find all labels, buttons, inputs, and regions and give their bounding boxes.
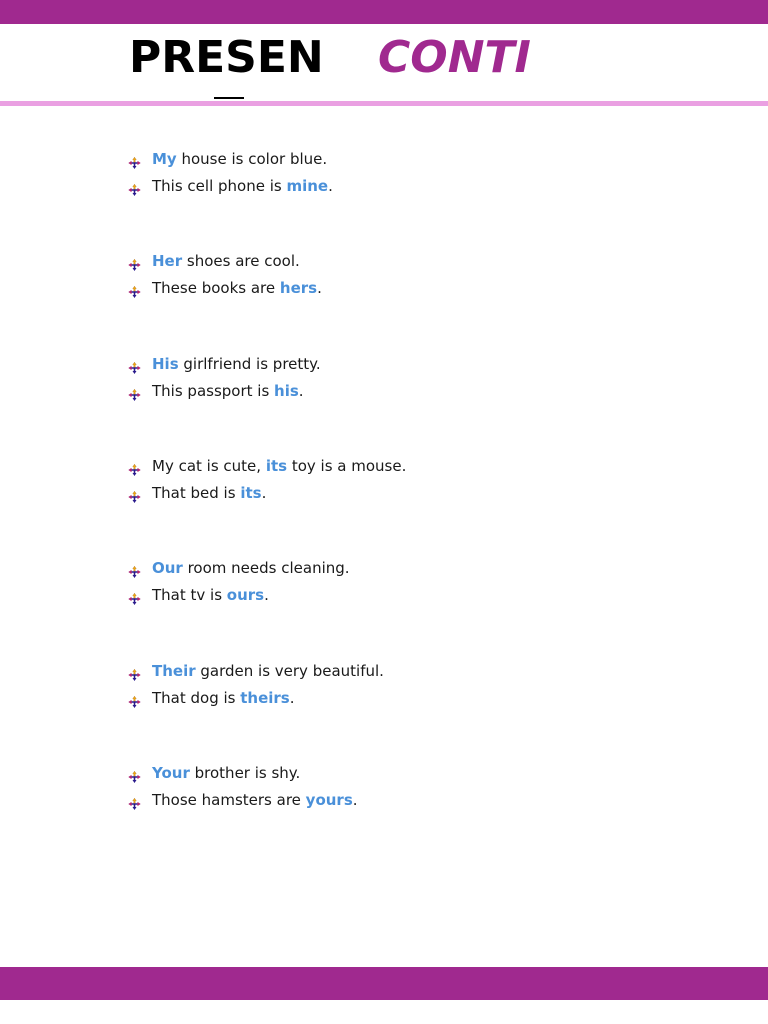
sentence-text	[152, 380, 304, 402]
possessive-keyword: Our	[152, 559, 183, 578]
sentence-text	[152, 584, 269, 606]
possessive-keyword: My	[152, 150, 177, 168]
four-arrow-cross-icon	[128, 794, 141, 806]
sentence-post: .	[261, 483, 267, 502]
title-divider	[0, 101, 768, 106]
sentence-text	[152, 353, 321, 375]
possessive-keyword: Your	[152, 763, 190, 782]
title-right: CONTI	[378, 32, 531, 83]
sentence-pre: These books are	[152, 279, 280, 298]
sentence-text	[152, 277, 322, 299]
sentence-post: .	[298, 381, 304, 400]
sentence-post: .	[264, 586, 269, 605]
top-color-bar	[0, 0, 768, 24]
possessive-keyword: Their	[152, 661, 196, 680]
sentence-text	[152, 660, 384, 682]
sentence-text	[152, 455, 406, 477]
four-arrow-cross-icon	[128, 460, 141, 472]
sentence-post: girlfriend is pretty.	[178, 354, 321, 373]
sentence-pre: That dog is	[152, 688, 241, 707]
possessive-keyword: ours	[226, 586, 265, 605]
possessive-keyword: his	[274, 381, 299, 400]
sentence-pre: Those hamsters are	[152, 790, 306, 809]
four-arrow-cross-icon	[128, 255, 141, 267]
four-arrow-cross-icon	[128, 665, 141, 677]
sentence-text	[152, 250, 300, 272]
four-arrow-cross-icon	[128, 767, 141, 779]
possessive-keyword: its	[240, 483, 262, 502]
sentence-text	[152, 482, 266, 504]
four-arrow-cross-icon	[128, 562, 141, 574]
sentence-pre: My cat is cute,	[152, 456, 266, 475]
sentence-post: .	[289, 688, 295, 707]
sentence-pre: This cell phone is	[152, 177, 287, 195]
possessive-keyword: theirs	[240, 688, 290, 707]
sentence-post: .	[328, 177, 333, 195]
sentence-text	[152, 175, 333, 197]
four-arrow-cross-icon	[128, 180, 141, 192]
sentence-pre: That tv is	[152, 586, 227, 605]
four-arrow-cross-icon	[128, 692, 141, 704]
sentence-post: brother is shy.	[189, 763, 301, 782]
possessive-keyword: Her	[152, 252, 183, 271]
sentence-text	[152, 557, 350, 579]
possessive-keyword: His	[152, 354, 179, 373]
possessive-keyword: hers	[279, 279, 318, 298]
four-arrow-cross-icon	[128, 385, 141, 397]
four-arrow-cross-icon	[128, 589, 141, 601]
sentence-post: .	[317, 279, 322, 298]
sentence-pre: This passport is	[152, 381, 275, 400]
bottom-color-bar	[0, 967, 768, 1000]
four-arrow-cross-icon	[128, 358, 141, 370]
sentence-post: room needs cleaning.	[182, 559, 350, 578]
sentence-pre: That bed is	[152, 483, 241, 502]
sentence-text	[152, 687, 295, 709]
four-arrow-cross-icon	[128, 282, 141, 294]
sentence-text	[152, 789, 358, 811]
possessive-keyword: mine	[286, 177, 329, 195]
possessive-keyword: yours	[305, 790, 353, 809]
title-underline	[214, 97, 244, 99]
four-arrow-cross-icon	[128, 487, 141, 499]
sentence-text	[152, 762, 300, 784]
title-left: PRESEN	[129, 32, 324, 83]
sentence-post: garden is very beautiful.	[195, 661, 384, 680]
sentence-post: shoes are cool.	[182, 252, 300, 271]
sentence-post: house is color blue.	[176, 150, 328, 168]
sentence-text	[152, 148, 327, 170]
sentence-post: .	[352, 790, 358, 809]
four-arrow-cross-icon	[128, 153, 141, 165]
sentence-post: toy is a mouse.	[287, 456, 407, 475]
possessive-keyword: its	[265, 456, 288, 475]
